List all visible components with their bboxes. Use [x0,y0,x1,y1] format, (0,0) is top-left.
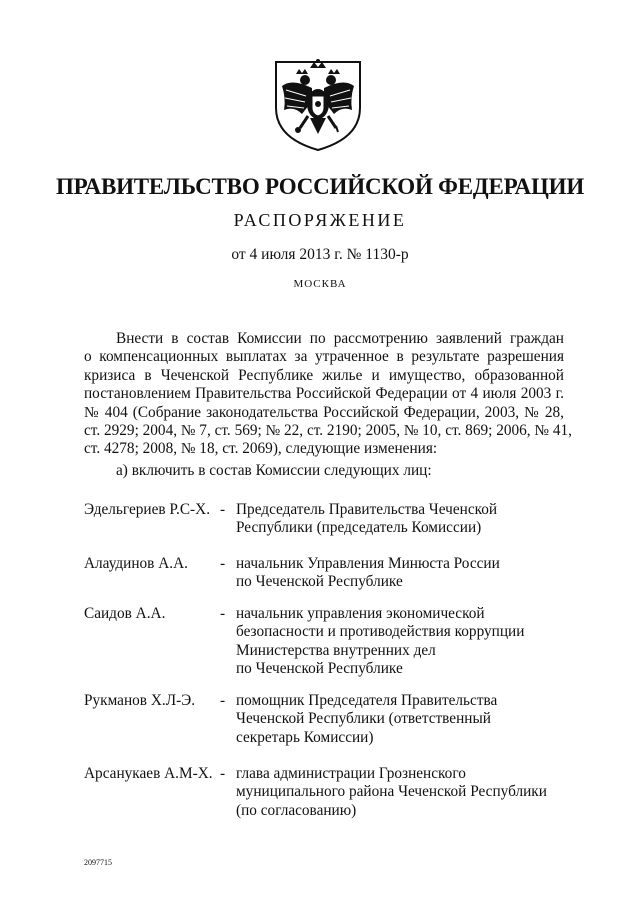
position-line: Министерства внутренних дел [236,641,436,659]
member-position [236,555,500,592]
member-dash: - [220,692,226,709]
document-city: МОСКВА [293,278,347,290]
member-position [236,765,547,820]
member-name: Арсанукаев А.М-Х. [84,765,213,782]
position-line: Республики (председатель Комиссии) [236,519,482,537]
coat-of-arms-emblem [272,58,364,152]
paragraph-line: № 404 (Собрание законодательства Российской Федерации, 2003, № 28, [84,403,564,421]
position-line: помощник Председателя Правительства [236,692,498,709]
position-line: начальник Управления Минюста России [236,555,500,572]
paragraph-line: кризиса в Чеченской Республике жилье и имущество, образованной [84,366,564,384]
position-line: секретарь Комиссии) [236,728,374,746]
document-code: 2097715 [84,858,112,867]
member-name: Рукманов Х.Л-Э. [84,692,196,709]
position-line: начальник управления экономической [236,605,485,622]
position-line: (по согласованию) [236,801,357,819]
paragraph-line: ст. 4278; 2008, № 18, ст. 2069), следующие изменения: [84,440,438,458]
member-position [236,605,524,679]
member-dash: - [220,605,226,622]
member-name: Алаудинов А.А. [84,555,188,572]
paragraph-line: постановлением Правительства Российской Федерации от 4 июля 2003 г. [84,385,564,403]
member-name: Эдельгериев Р.С-Х. [84,501,211,518]
position-line: глава администрации Грозненского [236,765,466,782]
member-dash: - [220,765,226,782]
paragraph-line: ст. 2929; 2004, № 7, ст. 569; № 22, ст. 2190; 2005, № 10, ст. 869; 2006, № 41, [84,422,572,440]
paragraph-line: о компенсационных выплатах за утраченное в результате разрешения [84,348,564,366]
position-line: Чеченской Республики (ответственный [236,710,491,728]
subitem-a: а) включить в состав Комиссии следующих лиц: [116,462,432,479]
position-line: по Чеченской Республике [236,573,403,591]
main-paragraph [84,330,572,459]
paragraph-line: Внести в состав Комиссии по рассмотрению заявлений граждан [116,330,564,347]
position-line: безопасности и противодействия коррупции [236,623,525,641]
document-date-number: от 4 июля 2013 г. № 1130-р [231,246,409,263]
position-line: по Чеченской Республике [236,660,403,678]
member-dash: - [220,501,226,518]
member-position [236,692,497,747]
document-type: РАСПОРЯЖЕНИЕ [233,210,407,230]
member-dash: - [220,555,226,572]
member-position [236,501,497,538]
government-title: ПРАВИТЕЛЬСТВО РОССИЙСКОЙ ФЕДЕРАЦИИ [55,174,585,199]
member-name: Саидов А.А. [84,605,166,622]
position-line: муниципального района Чеченской Республики [236,783,547,801]
position-line: Председатель Правительства Чеченской [236,501,498,518]
